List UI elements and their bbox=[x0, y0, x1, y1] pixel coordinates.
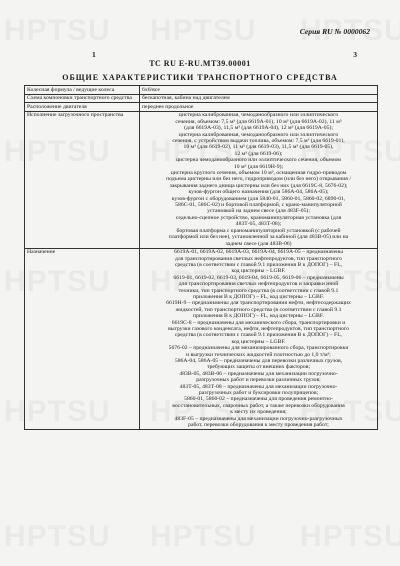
page-number-left: 1 bbox=[92, 50, 96, 59]
value-line: 586С-01, 586С-02) и бортовой платформой, с крано-манипуляторной bbox=[175, 202, 342, 209]
watermark bbox=[300, 520, 400, 554]
value-line: восстановительных, сварочных работ, а также перевозки оборудования bbox=[172, 402, 345, 409]
value-line: для транспортирования светлых нефтепродуктов, тип транспортного bbox=[174, 255, 343, 262]
table-row bbox=[25, 248, 378, 430]
value-line: средства (в соответствии с главой 9.1 приложения В к ДОПОГ) – FL, bbox=[174, 261, 343, 268]
value-line: 586А-04, 586А-05 – предназначены для перевозки различных грузов, bbox=[174, 358, 343, 364]
value-line: переднее продольное bbox=[142, 103, 194, 110]
value-line: установкой на заднем свесе (для 483F-05); bbox=[207, 208, 310, 215]
row-label: Расположение двигателя bbox=[25, 103, 140, 112]
value-line: заднем свесе (для 483В-06) bbox=[225, 240, 292, 247]
value-line: цистерна чемоданообразного или эллиптического сечения, объемом bbox=[176, 157, 341, 164]
document-number: TC RU E-RU.MT39.00001 bbox=[149, 59, 251, 68]
value-line: сечения, объемом: 7,5 м³ (для 6619А-01), 10 м³ (для 6619А-02), 11 м³ bbox=[175, 118, 342, 125]
row-label: Схема компоновки транспортного средства bbox=[25, 94, 140, 103]
row-value bbox=[140, 111, 378, 248]
value-line: цистерна калиброванная, чемоданообразного или эллиптического bbox=[178, 131, 339, 138]
value-line: кузов-фургон с оборудованием (для 5840-01, 5860-01, 5860-02, 6890-01, bbox=[171, 195, 346, 202]
table-row bbox=[25, 86, 378, 95]
value-line: средства (в соответствии с главой 9.1 приложения В к ДОПОГ) – FL, bbox=[174, 332, 343, 339]
value-line: 6619С-8 – предназначены для механического сбора, транспортировки и bbox=[171, 319, 346, 326]
row-value bbox=[140, 248, 378, 430]
value-line: 483Т-05, 483Т-08); bbox=[235, 221, 282, 228]
value-line: выгрузки газового конденсата, нефти, нефтепродуктов, тип транспортного bbox=[168, 325, 349, 332]
row-label: Колесная формула / ведущие колеса bbox=[25, 86, 140, 95]
value-line: 483F-05 – предназначены для механизации погрузочно-разгрузочных bbox=[174, 415, 343, 422]
characteristics-table bbox=[24, 85, 378, 430]
value-line: и выгрузки технических жидкостей плотностью до 1,0 т/м³; bbox=[186, 351, 331, 358]
row-value bbox=[140, 94, 378, 103]
value-line: (для 6619А-03), 11,5 м³ (для 6619А-04), 12 м³ (для 6619А-05); bbox=[184, 125, 333, 132]
value-line: сечения, с устройством выдачи топлива, объемом: 7,5 м³ (для 6619-01), bbox=[172, 138, 345, 144]
watermark bbox=[150, 14, 257, 48]
value-line: 5676-02 – предназначены для механизированного сбора, транспортировки bbox=[168, 345, 349, 352]
value-line: бескапотная, кабина над двигателем bbox=[142, 95, 230, 102]
value-line: закрывания заднего днища цистерны или без них (для 6619С-8, 5676-02); bbox=[169, 182, 348, 189]
watermark bbox=[4, 520, 111, 554]
document-title: ОБЩИЕ ХАРАКТЕРИСТИКИ ТРАНСПОРТНОГО СРЕДСТВА bbox=[62, 73, 338, 82]
row-value bbox=[140, 103, 378, 112]
value-line: работ, перевозки оборудования к месту проведения работ; bbox=[188, 422, 329, 429]
row-label: Исполнение загрузочного пространства bbox=[25, 111, 140, 248]
value-line: техники, тип транспортного средства (в соответствии с главой 9.1 bbox=[178, 287, 339, 294]
value-line: код цистерны – LGBF. bbox=[231, 338, 286, 345]
table-row bbox=[25, 94, 378, 103]
value-line: 10 м³ (для 6619Н-9); bbox=[233, 163, 284, 170]
value-line: код цистерны – LGBF. bbox=[231, 268, 286, 275]
value-line: 12 м³ (для 6619-06); bbox=[234, 150, 283, 157]
value-line: для транспортирования светлых нефтепродуктов и заправки иной bbox=[178, 281, 339, 288]
value-line: 5860-01, 5860-02 – предназначены для проведения ремонтно- bbox=[184, 396, 333, 403]
value-line: 483Т-05, 483Т-08 – предназначены для механизации погрузочно- bbox=[179, 383, 338, 390]
page-number-right: 3 bbox=[353, 50, 357, 59]
value-line: бортовая платформа с краноманипуляторной установкой (с рабочей bbox=[176, 227, 341, 234]
value-line: к месту их проведения; bbox=[230, 409, 287, 416]
value-line: цистерна калиброванная, чемоданообразного или эллиптического bbox=[178, 112, 339, 119]
value-line: цистерна круглого сечения, объемом 10 м³, оснащенная гидро-приводом bbox=[170, 170, 347, 177]
value-line: 6х6/все bbox=[142, 86, 160, 93]
watermark bbox=[4, 14, 111, 48]
value-line: 6619-01, 6619-02, 6619-03, 6619-04, 6619-05, 6619-06 – предназначены bbox=[173, 274, 344, 281]
value-line: 10 м³ (для 6619-02), 11 м³ (для 6619-03), 11,5 м³ (для 6619-05), bbox=[183, 144, 334, 151]
value-line: седельно-сцепное устройство, краноманипуляторная установка (для bbox=[175, 214, 342, 221]
value-line: жидкостей, тип транспортного средства (в соответствии с главой 9.1 bbox=[175, 306, 342, 313]
row-label: Назначение bbox=[25, 248, 140, 430]
row-value bbox=[140, 86, 378, 95]
value-line: кузов-фургон общего назначения (для 586А-04, 586А-05); bbox=[188, 189, 329, 196]
value-line: платформой или без нее), установленной за кабиной (для 483В-05) или на bbox=[168, 234, 349, 241]
table-row bbox=[25, 103, 378, 112]
value-line: приложения В к ДОПОГ) – FL, код цистерны – LGBF. bbox=[193, 293, 324, 300]
value-line: 6619Н-9 – предназначены для транспортирования нефти, нефтесодержащих bbox=[166, 300, 351, 307]
value-line: 6619А-01, 6619А-02, 6619А-03, 6619А-04, 6619А-05 – предназначены bbox=[173, 249, 344, 256]
watermark bbox=[150, 520, 257, 554]
value-line: приложения В к ДОПОГ) – FL, код цистерны – LGBF. bbox=[193, 313, 324, 320]
value-line: разгрузочных работ и перевозки различных грузов; bbox=[196, 377, 321, 384]
value-line: требующих защиты от внешних факторов; bbox=[206, 364, 311, 371]
value-line: разгрузочных работ и буксировки полуприцепов; bbox=[198, 390, 319, 397]
value-line: 483В-05, 483В-06 – предназначены для механизации погрузочно- bbox=[179, 370, 338, 377]
table-row bbox=[25, 111, 378, 248]
series-number: Серия RU № 0000062 bbox=[299, 27, 370, 36]
value-line: подъема цистерны или без него, гидроприводом (или без него) открывания / bbox=[166, 176, 351, 183]
